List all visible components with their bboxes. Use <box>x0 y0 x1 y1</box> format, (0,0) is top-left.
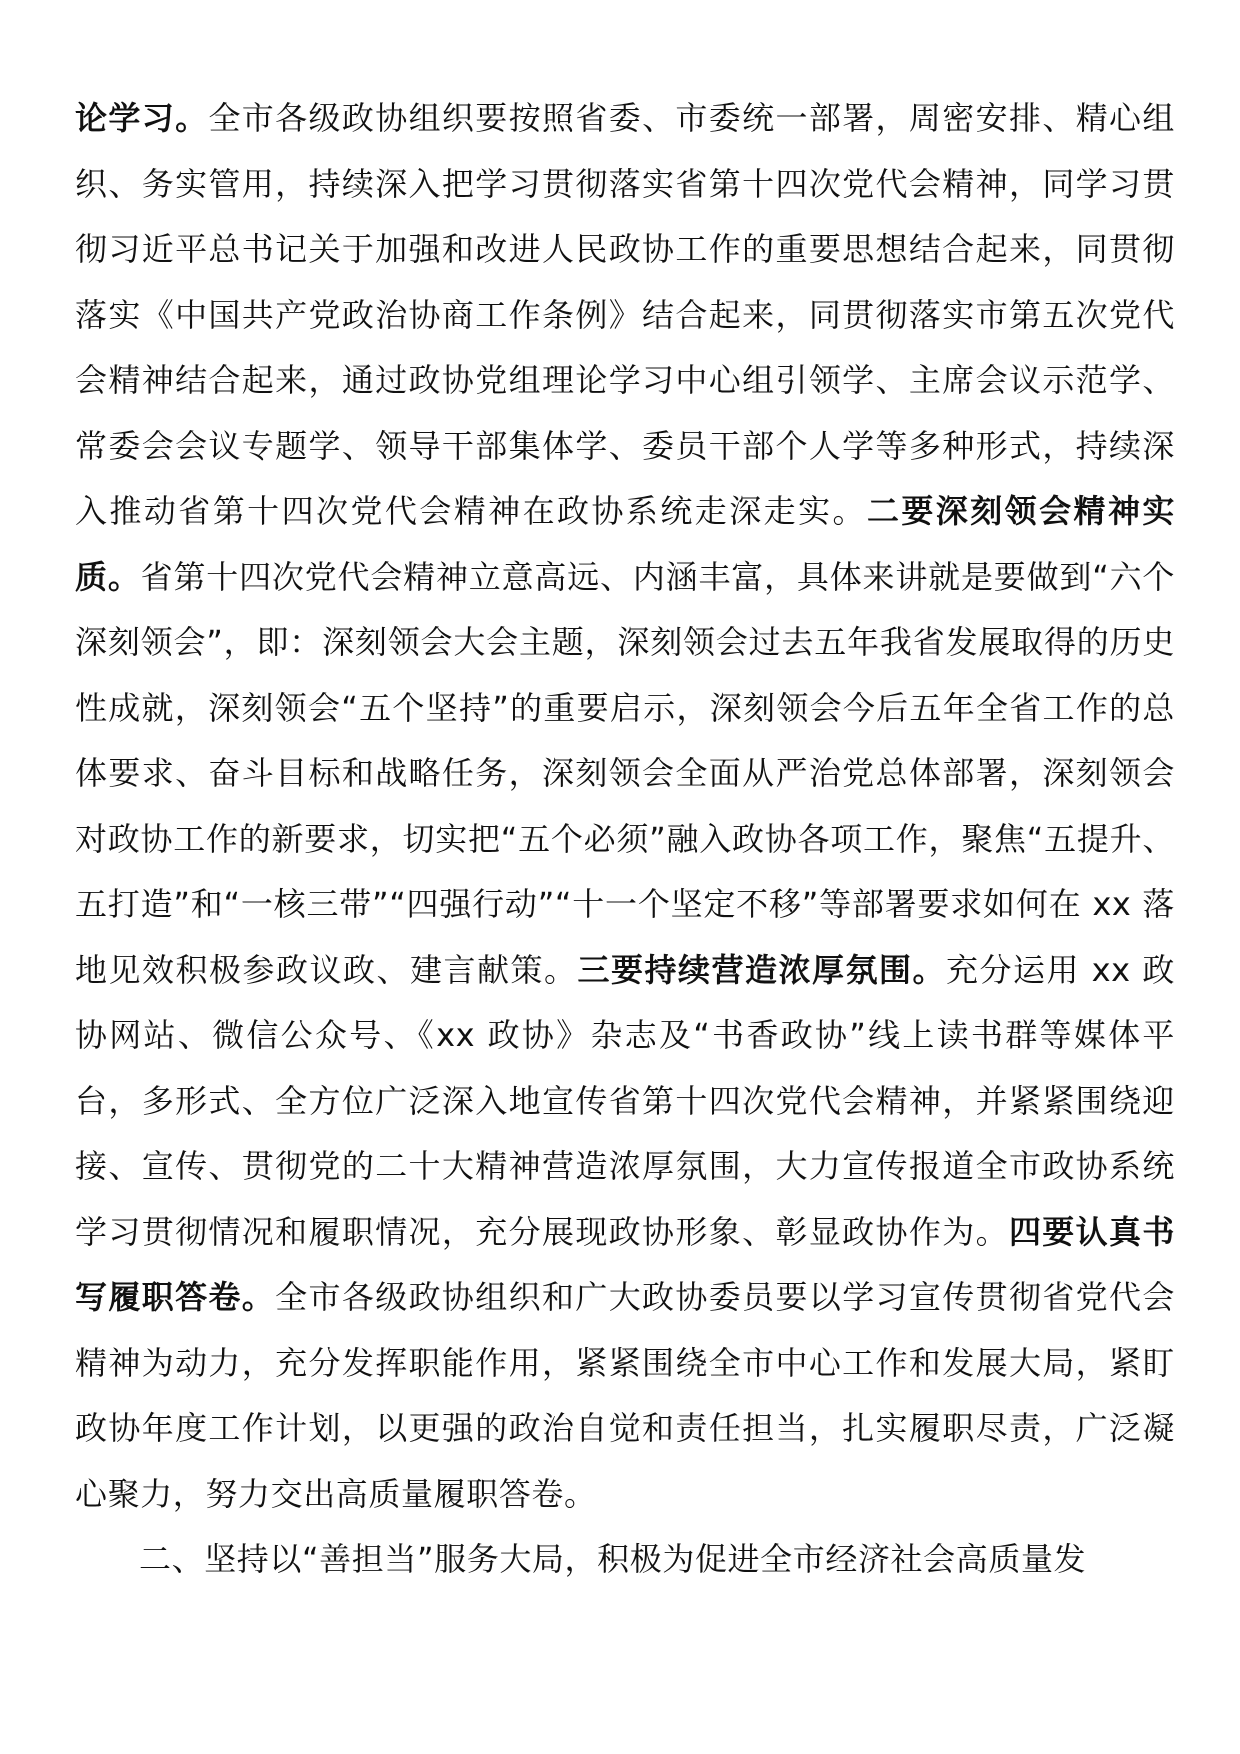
body-text-1: 全市各级政协组织要按照省委、市委统一部署，周密安排、精心组织、务实管用，持续深入把学习贯彻落实省第十四次党代会精神，同学习贯彻习近平总书记关于加强和改进人民政协工作的重要思想结合起来，同贯彻落实《中国共产党政治协商工作条例》结合起来，同贯彻落实市第五次党代会精神结合起来，通过政协党组理论学习中心组引领学、主席会议示范学、常委会会议专题学、领导干部集体学、委员干部个人学等多种形式，持续深入推动省第十四次党代会精神在政协系统走深走实。 <box>75 99 1176 530</box>
bold-heading-4: 四要认真书写履职答卷。 <box>75 1212 1175 1316</box>
body-text-4: 全市各级政协组织和广大政协委员要以学习宣传贯彻省党代会精神为动力，充分发挥职能作用，紧紧围绕全市中心工作和发展大局，紧盯政协年度工作计划，以更强的政治自觉和责任担当，扎实履职尽责，广泛凝心聚力，努力交出高质量履职答卷。 <box>75 1278 1175 1513</box>
section-heading: 二、坚持以“善担当”服务大局，积极为促进全市经济社会高质量发 <box>139 1540 1087 1578</box>
bold-heading-1: 论学习。 <box>75 99 209 137</box>
body-text-3: 充分运用 xx 政协网站、微信公众号、《xx 政协》杂志及“书香政协”线上读书群等媒体平台，多形式、全方位广泛深入地宣传省第十四次党代会精神，并紧紧围绕迎接、宣传、贯彻党的二十大精神营造浓厚氛围，大力宣传报道全市政协系统学习贯彻情况和履职情况，充分展现政协形象、彰显政协作为。 <box>75 950 1175 1251</box>
bold-heading-3: 三要持续营造浓厚氛围。 <box>577 950 946 989</box>
bold-heading-2: 二要深刻领会精神实质。 <box>75 492 1175 596</box>
body-text-2: 省第十四次党代会精神立意高远、内涵丰富，具体来讲就是要做到“六个深刻领会”，即：深刻领会大会主题，深刻领会过去五年我省发展取得的历史性成就，深刻领会“五个坚持”的重要启示，深刻领会今后五年全省工作的总体要求、奋斗目标和战略任务，深刻领会全面从严治党总体部署，深刻领会对政协工作的新要求，切实把“五个必须”融入政协各项工作，聚焦“五提升、五打造”和“一核三带”“四强行动”“十一个坚定不移”等部署要求如何在 xx 落地见效积极参政议政、建言献策。 <box>75 557 1176 989</box>
body-paragraph <box>75 86 1175 1527</box>
document-page <box>75 86 1175 1593</box>
